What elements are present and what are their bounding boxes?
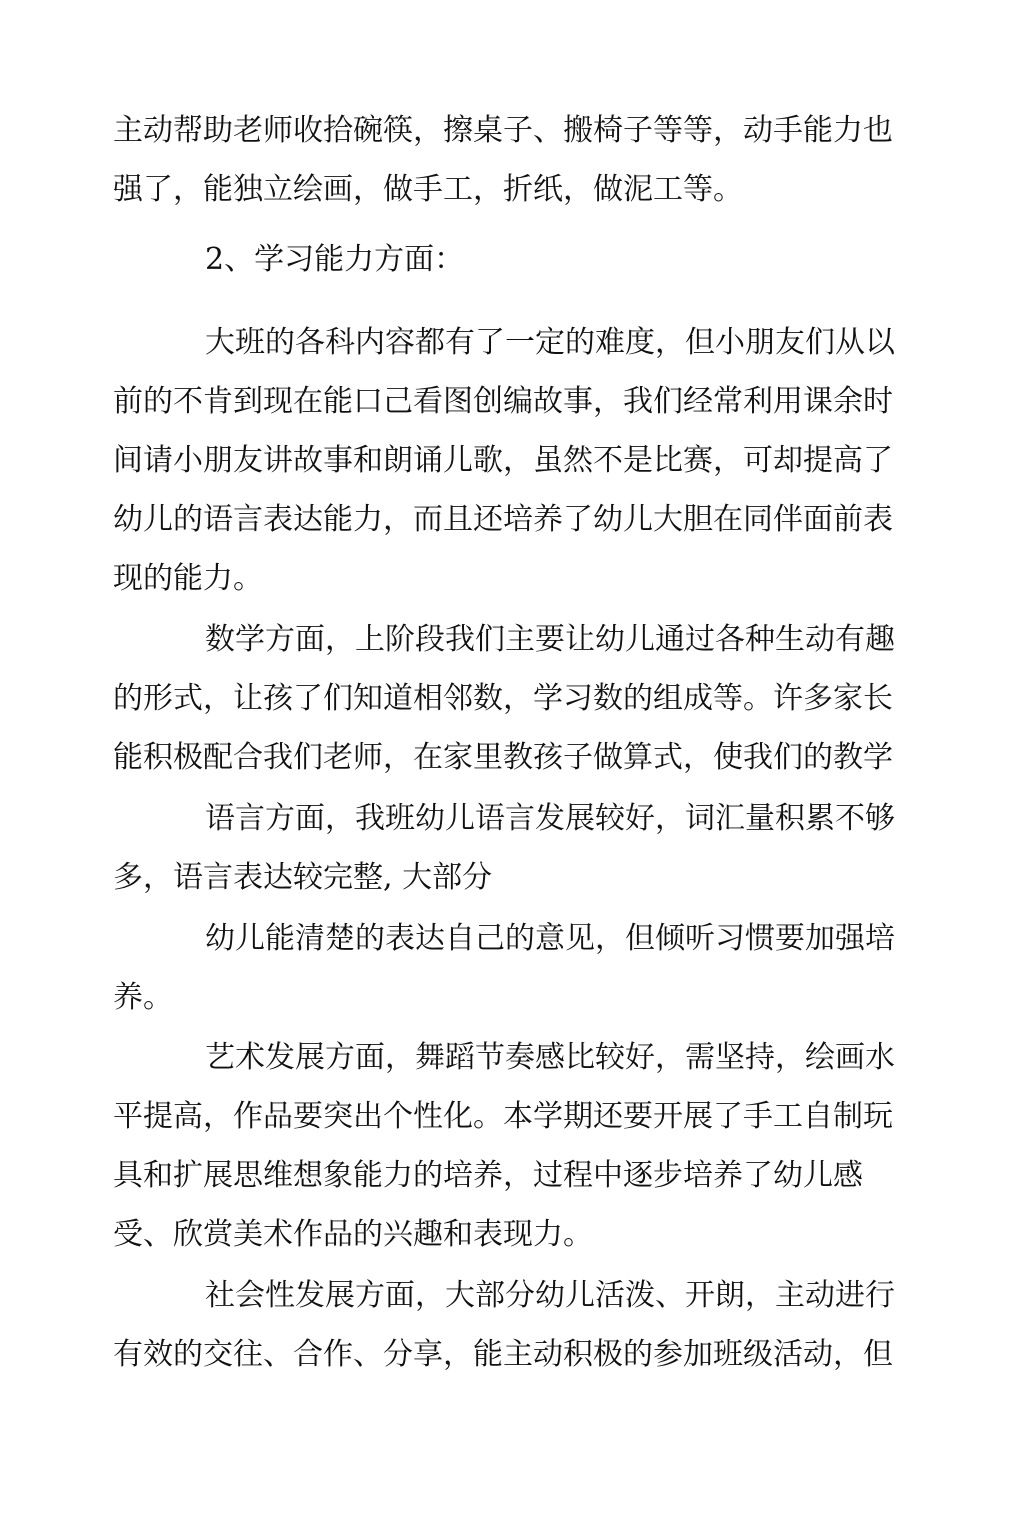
text-line: 主动帮助老师收拾碗筷，擦桌子、搬椅子等等，动手能力也 [113, 113, 893, 148]
text-line: 数学方面，上阶段我们主要让幼儿通过各种生动有趣 [205, 622, 895, 657]
text-line: 语言方面，我班幼儿语言发展较好，词汇量积累不够 [205, 801, 895, 836]
text-line: 强了，能独立绘画，做手工，折纸，做泥工等。 [113, 172, 743, 207]
text-line: 社会性发展方面，大部分幼儿活泼、开朗，主动进行 [205, 1278, 895, 1313]
text-line: 间请小朋友讲故事和朗诵儿歌，虽然不是比赛，可却提高了 [113, 443, 893, 478]
section-heading: 2、学习能力方面： [205, 242, 465, 277]
text-line: 多，语言表达较完整, 大部分 [113, 860, 493, 895]
text-line: 艺术发展方面，舞蹈节奏感比较好，需坚持，绘画水 [205, 1040, 895, 1075]
text-line: 受、欣赏美术作品的兴趣和表现力。 [113, 1217, 593, 1252]
text-line: 前的不肯到现在能口己看图创编故事，我们经常利用课余时 [113, 384, 893, 419]
text-line: 具和扩展思维想象能力的培养，过程中逐步培养了幼儿感 [113, 1158, 863, 1193]
text-line: 有效的交往、合作、分享，能主动积极的参加班级活动，但 [113, 1337, 893, 1372]
text-line: 现的能力。 [113, 561, 263, 596]
text-line: 大班的各科内容都有了一定的难度，但小朋友们从以 [205, 325, 895, 360]
text-line: 养。 [113, 980, 173, 1015]
text-line: 幼儿的语言表达能力，而且还培养了幼儿大胆在同伴面前表 [113, 502, 893, 537]
text-line: 能积极配合我们老师，在家里教孩子做算式，使我们的教学 [113, 740, 893, 775]
text-line: 平提高，作品要突出个性化。本学期还要开展了手工自制玩 [113, 1099, 893, 1134]
text-line: 的形式，让孩了们知道相邻数，学习数的组成等。许多家长 [113, 681, 893, 716]
text-line: 幼儿能清楚的表达自己的意见，但倾听习惯要加强培 [205, 921, 895, 956]
